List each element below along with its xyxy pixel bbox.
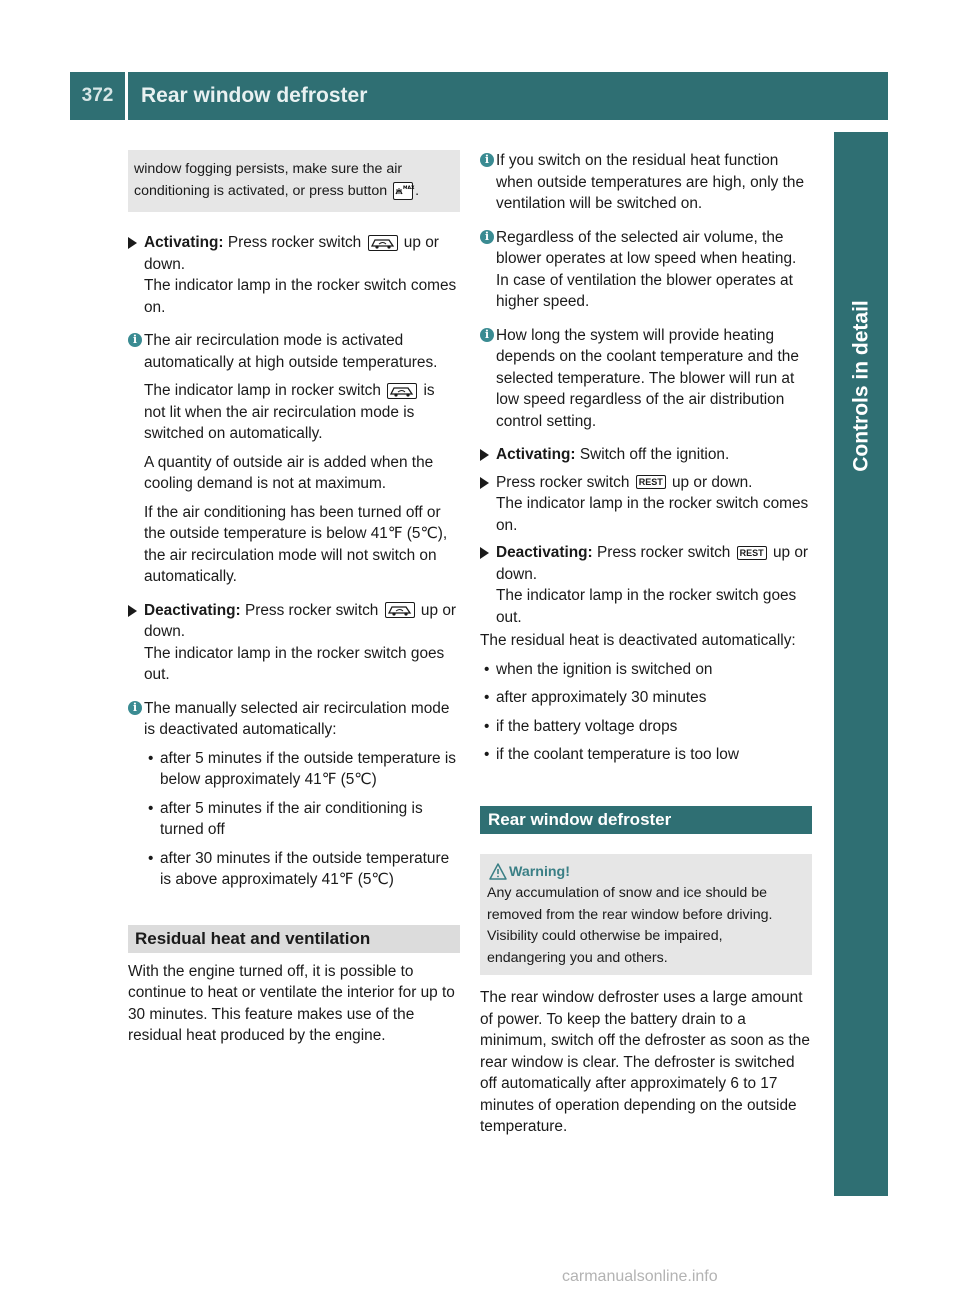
info-text	[144, 380, 460, 445]
warning-text: Any accumulation of snow and ice should be removed from the rear window before driving. Visibility could otherwise be impaired, endangering you and others.	[487, 885, 773, 966]
step-activating	[128, 232, 460, 318]
info-text: Regardless of the selected air volume, the blower operates at low speed when heating. In case of ventilation the blower operates at higher speed.	[496, 228, 797, 310]
info-text-part: is not lit when the air recirculation mode is switched on automatically.	[144, 382, 435, 442]
info-text: If you switch on the residual heat function when outside temperatures are high, only the ventilation will be switched on.	[496, 152, 805, 212]
step-detail: The indicator lamp in the rocker switch comes on.	[144, 277, 457, 316]
info-icon: i	[128, 701, 142, 715]
step-text: Switch off the ignition.	[579, 446, 730, 463]
warning-title	[487, 862, 804, 884]
side-tab	[834, 132, 888, 1196]
right-column	[480, 150, 812, 1138]
step-text: Press rocker switch	[496, 473, 630, 491]
step-arrow-icon	[480, 449, 489, 461]
list-item-text: if the coolant temperature is too low	[496, 746, 739, 763]
step-deactivating	[480, 542, 812, 628]
warning-title-text: Warning!	[509, 863, 570, 880]
max-label: MAX	[403, 185, 415, 191]
body-text: The rear window defroster uses a large amount of power. To keep the battery drain to a minimum, switch off the defroster as soon as the rear window is clear. The defroster is switched off automatically after approximately 6 to 17 minutes of operation depending on the outside temperature.	[480, 989, 810, 1135]
info-text: A quantity of outside air is added when the cooling demand is not at maximum.	[144, 453, 434, 492]
air-recirculation-icon	[368, 235, 398, 251]
step-text: Press rocker switch	[596, 544, 731, 561]
list-item: • after 30 minutes if the outside temperature is above approximately 41℉ (5℃)	[148, 849, 450, 888]
info-note	[480, 227, 812, 313]
step-detail: The indicator lamp in the rocker switch goes out.	[144, 644, 445, 683]
step-press	[480, 472, 812, 537]
note-text: window fogging persists, make sure the air conditioning is activated, or press button	[134, 161, 403, 199]
section-heading: Rear window defroster	[480, 806, 812, 834]
step-activating	[480, 444, 812, 466]
step-text: Press rocker switch	[227, 234, 362, 251]
step-text: up or down.	[496, 544, 809, 583]
list-item: • when the ignition is switched on	[484, 660, 713, 678]
step-detail: The indicator lamp in the rocker switch goes out.	[496, 587, 797, 626]
max-defrost-icon	[393, 182, 413, 200]
list-item: • if the battery voltage drops	[484, 717, 678, 735]
step-detail: The indicator lamp in the rocker switch comes on.	[496, 495, 809, 534]
step-text: up or down.	[144, 234, 439, 273]
rest-button-icon: REST	[636, 475, 666, 489]
step-arrow-icon	[480, 547, 489, 559]
step-arrow-icon	[128, 237, 137, 249]
info-note	[480, 325, 812, 433]
info-icon: i	[480, 328, 494, 342]
list-item-text: after 5 minutes if the air conditioning is turned off	[160, 799, 423, 838]
step-text: up or down.	[144, 601, 457, 640]
air-recirculation-icon	[385, 602, 415, 618]
info-note	[480, 150, 812, 215]
body-text: The residual heat is deactivated automatically:	[480, 632, 796, 649]
page-number: 372	[70, 72, 125, 120]
info-note	[128, 330, 460, 588]
step-text: Press rocker switch	[244, 601, 379, 619]
info-icon: i	[480, 230, 494, 244]
info-note	[128, 698, 460, 891]
list-item: • after 5 minutes if the outside temperature is below approximately 41℉ (5℃)	[148, 749, 456, 788]
list-item-text: after approximately 30 minutes	[496, 689, 707, 706]
watermark: carmanualsonline.info	[562, 1268, 718, 1285]
step-label: Activating:	[496, 446, 576, 463]
warning-triangle-icon	[489, 863, 507, 880]
page-title: Rear window defroster	[128, 72, 888, 120]
info-text: The air recirculation mode is activated automatically at high outside temperatures.	[144, 332, 438, 371]
info-text: If the air conditioning has been turned off or the outside temperature is below 41℉ (5℃), the air recirculation mode will not switch on automatically.	[144, 503, 448, 585]
info-text: How long the system will provide heating depends on the coolant temperature and the selected temperature. The blower will run at low speed regardless of the air distribution control setting.	[496, 326, 799, 430]
left-column	[128, 150, 460, 1047]
section-heading: Residual heat and ventilation	[128, 925, 460, 953]
info-text: The manually selected air recirculation mode is deactivated automatically:	[144, 699, 450, 738]
step-label: Activating:	[144, 234, 224, 251]
list-item: • after approximately 30 minutes	[484, 689, 707, 706]
step-label: Deactivating:	[144, 601, 241, 619]
step-label: Deactivating:	[496, 544, 593, 561]
list-item-text: if the battery voltage drops	[496, 717, 678, 735]
note-tail: .	[415, 182, 420, 199]
step-arrow-icon	[480, 477, 489, 489]
list-item-text: after 30 minutes if the outside temperature is above approximately 41℉ (5℃)	[160, 849, 450, 888]
info-icon: i	[480, 153, 494, 167]
list-item: • if the coolant temperature is too low	[484, 746, 739, 763]
step-text: up or down.	[672, 473, 753, 491]
side-tab-label: Controls in detail	[849, 300, 873, 472]
rest-button-icon: REST	[737, 546, 767, 560]
info-icon: i	[128, 333, 142, 347]
air-recirculation-icon	[387, 383, 417, 399]
list-item-text: after 5 minutes if the outside temperature is below approximately 41℉ (5℃)	[160, 749, 456, 788]
body-text: With the engine turned off, it is possible to continue to heat or ventilate the interior for up to 30 minutes. This feature makes use of the residual heat produced by the engine.	[128, 962, 455, 1044]
list-item-text: when the ignition is switched on	[496, 660, 713, 678]
info-text-part: The indicator lamp in rocker switch	[144, 382, 381, 399]
warning-box	[480, 854, 812, 976]
step-arrow-icon	[128, 605, 137, 617]
step-deactivating	[128, 600, 460, 686]
list-item: • after 5 minutes if the air conditioning is turned off	[148, 799, 423, 838]
note-box	[128, 150, 460, 212]
